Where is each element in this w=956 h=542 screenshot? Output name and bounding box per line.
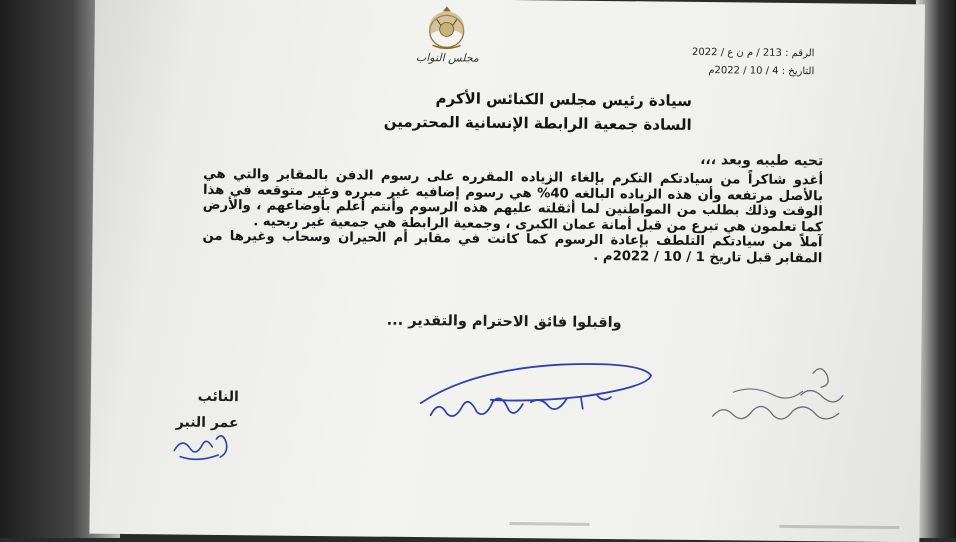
greeting: تحيه طيبه وبعد ،،، [700,152,824,170]
letter-body [202,167,823,267]
footer-contact-text [779,523,899,534]
second-signature [692,354,853,434]
handwritten-initials [168,426,238,467]
reference-number: الرقم : 213 / م ن ع / 2022 [692,46,815,60]
addressee-line-1: سيادة رئيس مجلس الكنائس الأكرم [435,89,693,110]
main-signature [411,355,662,428]
signatory-title: النائب [197,388,239,406]
reference-block [692,44,815,81]
footer-stamp-text [509,520,589,531]
letter-date: التاريخ : 4 / 10 / 2022م [708,65,815,78]
council-name: مجلس النواب [415,51,479,65]
closing-line: واقبلوا فائق الاحترام والتقدير ... [386,312,622,332]
body-paragraph-2: آملاً من سيادتكم التلطف بإعادة الرسوم كما كانت في مقابر أم الحيران وسحاب وغيرها من المقابر قبل تاريخ 1 / 10 / 2022م . [202,229,823,267]
addressee-line-2: السادة جمعية الرابطة الإنسانية المحترمين [383,112,692,134]
letter-page [89,0,925,542]
footer-contact-mark [779,523,899,532]
signatory-name: عمر النبر [175,414,239,432]
footer-stamp-mark [509,520,589,529]
coat-of-arms-icon [422,5,470,52]
body-paragraph-1: أغدو شاكراً من سيادتكم التكرم بإلغاء الزياده المقرره على رسوم الدفن بالمقابر والتي هي بالأصل مرتفعه وأن هذه الزياده البالغه 40% هي رسوم إضافيه غير مبرره وغير متوقعه في هذا الوقت وذلك بطلب من المواطنين لما أثقلته عليهم هذه الرسوم وأنتم أعلم بأوضاعهم ، والأرض كما تعلمون هي تبرع من قبل أمانة عمان الكبرى ، وجمعية الرابطة هي جمعية غير ربحيه . [202,166,824,236]
